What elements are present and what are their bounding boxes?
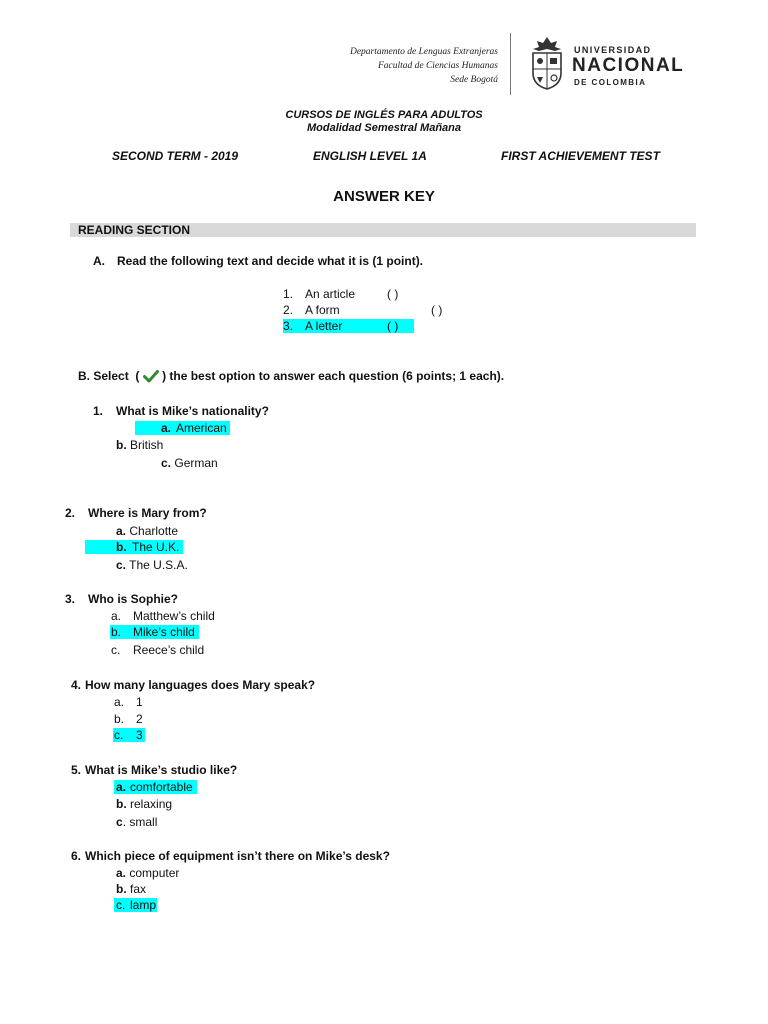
question-3-text: Who is Sophie? [88,592,178,606]
answer-parenthesis: ( ) [431,303,443,317]
question-5-number: 5. [71,763,82,777]
campus-name: Sede Bogotá [450,75,498,85]
option-letter: a. [111,609,122,623]
part-b-open-paren: ( [135,369,140,383]
option-text: fax [130,882,147,896]
question-5-option-a [114,780,197,794]
question-4-option-c [113,728,145,742]
question-4-number: 4. [71,678,82,692]
part-b-instruction [78,369,504,383]
question-2-option-a [116,524,178,538]
question-3-number: 3. [65,592,76,606]
option-letter: b. [116,797,127,811]
part-b-suffix: ) the best option to answer each question (6 points; 1 each). [162,369,505,383]
option-letter: a. [114,695,125,709]
question-1-text: What is Mike’s nationality? [116,404,269,418]
level-label: ENGLISH LEVEL 1A [313,149,427,163]
question-6-option-b [116,882,146,896]
question-2-option-b [85,540,183,554]
option-letter: c. [116,898,126,912]
question-6-option-a [116,866,179,880]
question-3-option-a [111,609,215,623]
option-letter: b. [114,712,125,726]
question-3-option-c [111,643,205,657]
option-text: 3 [136,728,143,742]
option-text: computer [129,866,180,880]
option-text: Reece’s child [133,643,205,657]
question-1-option-a [135,421,230,435]
question-3-option-b [110,625,199,639]
option-letter: c. [111,643,121,657]
option-text: Mike’s child [133,625,195,639]
part-a-instruction: Read the following text and decide what it is (1 point). [117,254,424,268]
check-icon [143,369,159,383]
question-4-option-b [114,712,143,726]
course-title: CURSOS DE INGLÉS PARA ADULTOS [285,109,483,121]
option-letter: c. [161,456,172,470]
option-letter: c [116,815,123,829]
option-letter: b. [116,438,127,452]
question-6-option-c [114,898,157,912]
question-4-option-a [114,695,143,709]
question-2-text: Where is Mary from? [88,506,207,520]
question-1-option-c [161,456,218,470]
option-letter: c. [114,728,124,742]
department-name: Departamento de Lenguas Extranjeras [349,47,498,57]
question-2-number: 2. [65,506,76,520]
part-a-letter: A. [93,254,105,268]
option-text: German [174,456,218,470]
part-a-option-2 [283,303,443,317]
question-6-number: 6. [71,849,82,863]
university-crest-logo [527,33,567,91]
question-5-text: What is Mike’s studio like? [85,763,238,777]
answer-parenthesis: ( ) [387,319,399,333]
option-text: Charlotte [129,524,179,538]
option-text: comfortable [130,780,193,794]
university-label-main: NACIONAL [572,55,685,76]
answer-key-heading: ANSWER KEY [333,188,435,205]
option-text: relaxing [130,797,173,811]
option-text: A form [305,303,340,317]
term-label: SECOND TERM - 2019 [112,149,239,163]
option-letter: b. [116,540,127,554]
option-text: An article [305,287,356,301]
option-text: The U.K. [132,540,180,554]
part-a-option-3 [283,319,414,333]
option-text: A letter [305,319,343,333]
question-6-text: Which piece of equipment isn’t there on Mike’s desk? [85,849,390,863]
option-text: Matthew’s child [133,609,215,623]
option-number: 3. [283,319,294,333]
question-1-option-b [116,438,163,452]
university-label-bottom: DE COLOMBIA [574,78,647,87]
option-letter: a. [116,780,127,794]
header-divider [510,33,511,95]
option-number: 2. [283,303,294,317]
reading-section-label: READING SECTION [78,223,191,237]
option-text: The U.S.A. [129,558,188,572]
option-letter: b. [111,625,122,639]
option-text: British [130,438,164,452]
option-text: lamp [130,898,157,912]
option-text: 1 [136,695,143,709]
option-letter: b. [116,882,127,896]
question-5-option-c [116,815,157,829]
part-a-option-1 [283,287,399,301]
question-2-option-c [116,558,188,572]
test-label: FIRST ACHIEVEMENT TEST [501,149,660,163]
question-4-text: How many languages does Mary speak? [85,678,316,692]
university-label-top: UNIVERSIDAD [574,45,652,55]
option-letter: a. [116,866,127,880]
faculty-name: Facultad de Ciencias Humanas [377,61,498,71]
question-1-number: 1. [93,404,104,418]
option-text: . small [122,815,158,829]
option-letter: a. [161,421,172,435]
option-text: American [176,421,227,435]
reading-section-bar [70,223,696,237]
question-5-option-b [116,797,172,811]
part-b-prefix: B. Select [78,369,129,383]
option-text: 2 [136,712,143,726]
course-modality: Modalidad Semestral Mañana [306,122,462,134]
option-letter: a. [116,524,127,538]
option-letter: c. [116,558,127,572]
option-number: 1. [283,287,294,301]
answer-parenthesis: ( ) [387,287,399,301]
